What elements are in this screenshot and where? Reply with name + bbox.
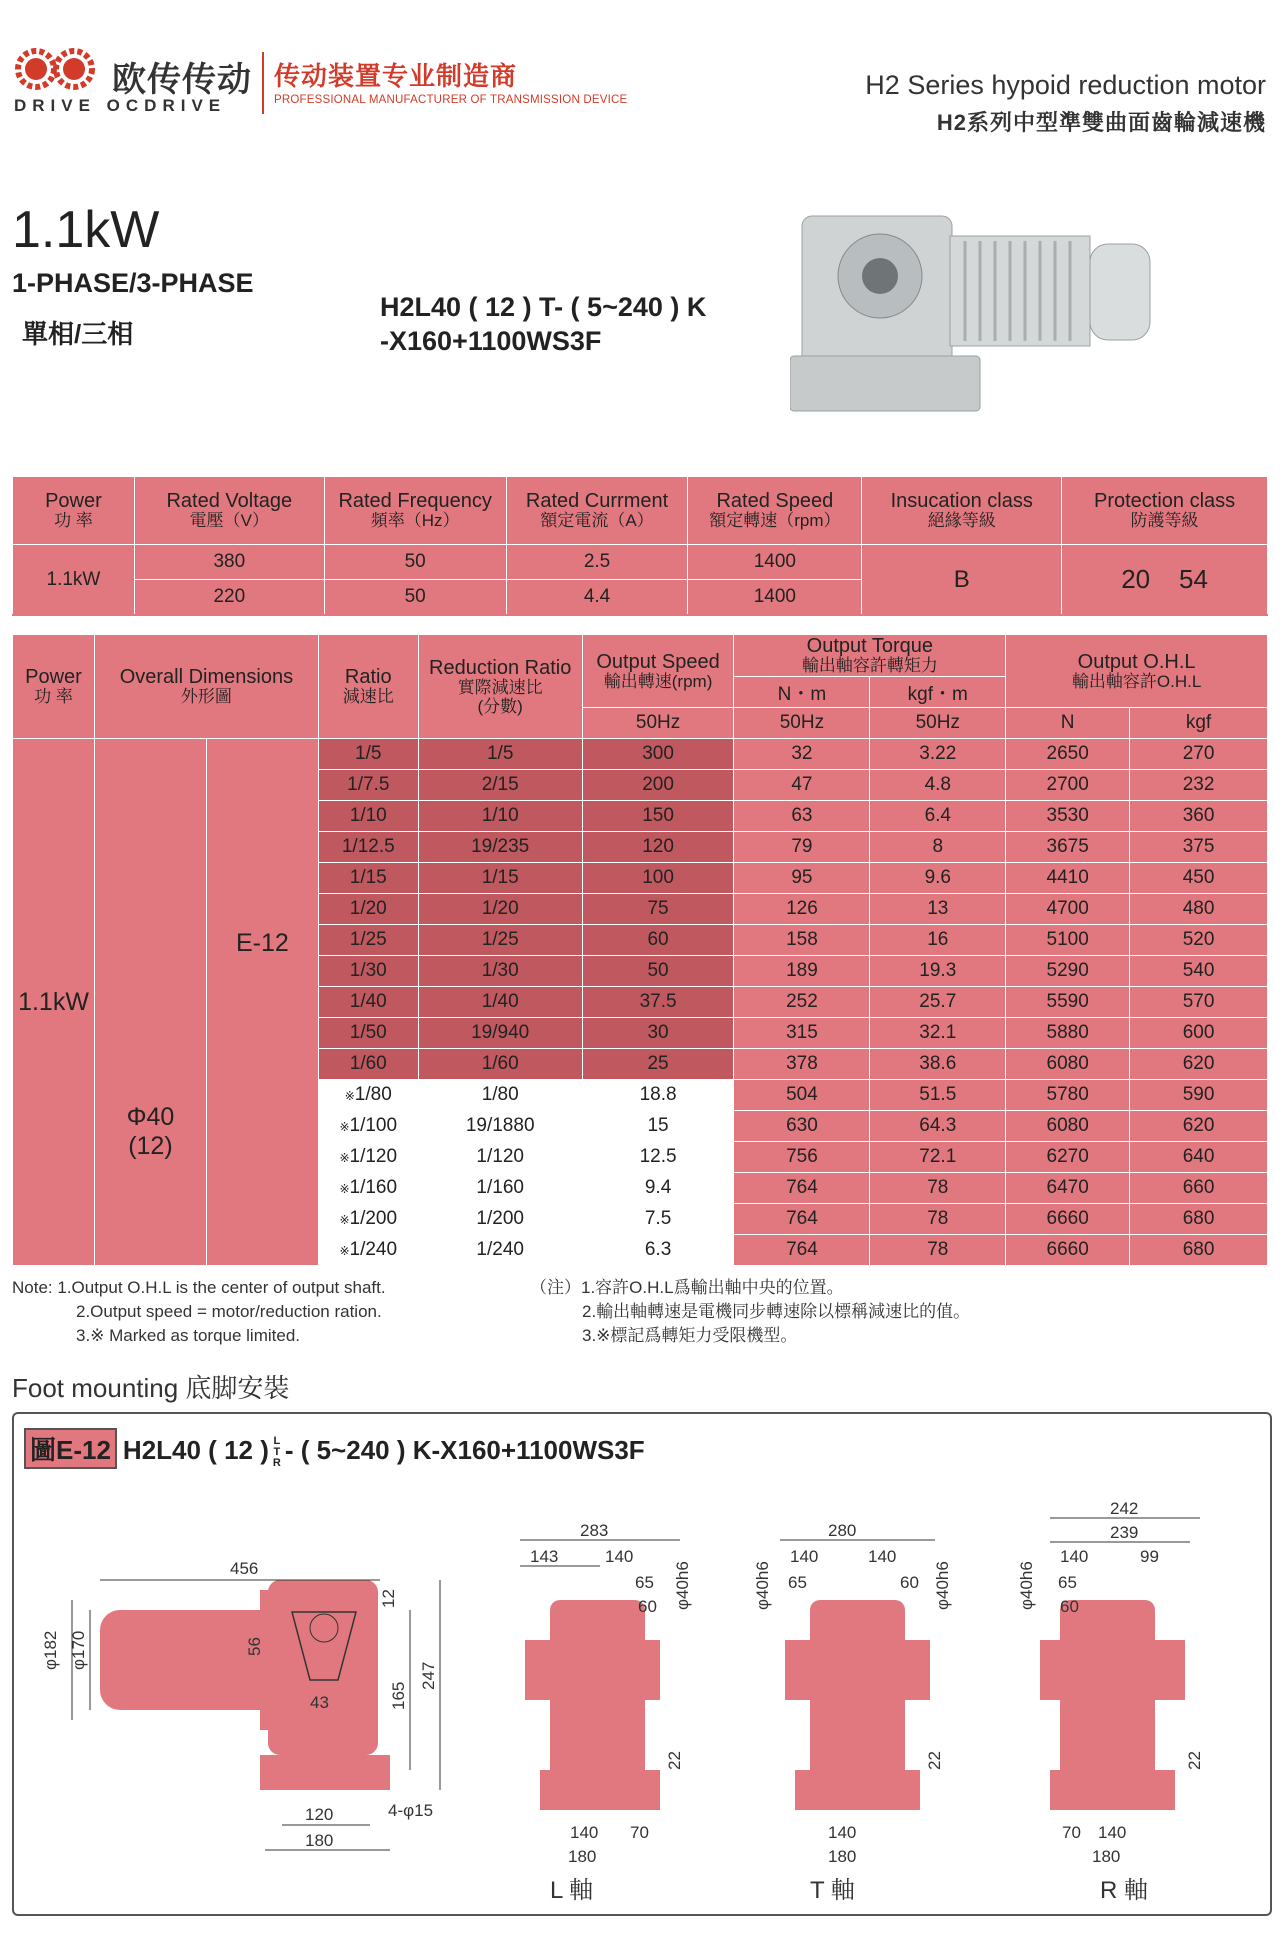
cell-speed: 37.5 — [582, 987, 734, 1018]
dimension-drawing — [20, 1470, 1260, 1906]
cell-ratio — [318, 1173, 418, 1204]
torque-limited-mark: ※ — [339, 1213, 350, 1227]
note-line: 2.輸出軸轉速是電機同步轉速除以標稱減速比的值。 — [582, 1302, 971, 1321]
dim-t280: 280 — [828, 1521, 857, 1540]
cell-torque-kgfm: 51.5 — [870, 1080, 1006, 1111]
model-code-line1: H2L40 ( 12 ) T- ( 5~240 ) K — [380, 292, 707, 322]
cell-ohl-n: 4700 — [1006, 894, 1130, 925]
spec-header-insulation: Insucation class 絕緣等級 — [862, 477, 1062, 545]
series-title-cn: H2系列中型準雙曲面齒輪減速機 — [936, 110, 1266, 135]
dim-r65: 65 — [1058, 1573, 1077, 1592]
cell-ohl-kgf: 680 — [1130, 1204, 1268, 1235]
torque-limited-mark: ※ — [339, 1120, 350, 1134]
cell-ratio: 1/25 — [318, 925, 418, 956]
ratio-value: 1/100 — [349, 1115, 398, 1136]
foot-mounting-title: Foot mounting 底脚安裝 — [12, 1373, 290, 1403]
dim-l22: 22 — [665, 1751, 684, 1770]
cell-torque-kgfm: 6.4 — [870, 801, 1006, 832]
cell-ohl-n: 6270 — [1006, 1142, 1130, 1173]
cell-torque-nm: 32 — [734, 739, 870, 770]
cell-torque-nm: 630 — [734, 1111, 870, 1142]
cell-torque-nm: 378 — [734, 1049, 870, 1080]
cell-speed: 7.5 — [582, 1204, 734, 1235]
gear-logo-icon — [14, 40, 110, 98]
cell-reduction: 1/20 — [418, 894, 582, 925]
cell-torque-nm: 504 — [734, 1080, 870, 1111]
shaft-size — [94, 739, 206, 1266]
cell-torque-kgfm: 8 — [870, 832, 1006, 863]
dim-h12: 12 — [379, 1589, 398, 1608]
dim-holes: 4-φ15 — [388, 1801, 434, 1820]
note-line: 3.※標記爲轉矩力受限機型。 — [582, 1326, 798, 1345]
unit-hz: 50Hz — [582, 708, 734, 739]
cell-torque-kgfm: 32.1 — [870, 1018, 1006, 1049]
figure-label — [24, 1428, 645, 1469]
cell-torque-nm: 764 — [734, 1204, 870, 1235]
cell-speed: 120 — [582, 832, 734, 863]
cell-ohl-kgf: 680 — [1130, 1235, 1268, 1266]
r-shaft-view — [1017, 1499, 1204, 1904]
dim-shaft: φ40h6 — [673, 1561, 692, 1610]
cell-speed: 18.8 — [582, 1080, 734, 1111]
torque-limited-mark: ※ — [339, 1151, 350, 1165]
cell-ratio: 1/30 — [318, 956, 418, 987]
dim-l60: 60 — [638, 1597, 657, 1616]
spec-speed: 1400 — [688, 545, 862, 580]
cell-ratio: 1/10 — [318, 801, 418, 832]
spec-frequency: 50 — [324, 545, 506, 580]
view-label-t: T 軸 — [810, 1877, 855, 1904]
dim-b180: 180 — [828, 1847, 857, 1866]
dim-b180: 180 — [305, 1831, 334, 1850]
torque-limited-mark: ※ — [339, 1244, 350, 1258]
unit-n: N — [1006, 708, 1130, 739]
cell-ohl-kgf: 450 — [1130, 863, 1268, 894]
cell-ohl-n: 5780 — [1006, 1080, 1130, 1111]
cell-torque-kgfm: 19.3 — [870, 956, 1006, 987]
note-line: 2.Output speed = motor/reduction ration. — [76, 1302, 382, 1321]
cell-reduction: 2/15 — [418, 770, 582, 801]
dim-d170: φ170 — [69, 1630, 88, 1670]
rated-spec-table — [12, 476, 1268, 615]
cell-ratio: 1/7.5 — [318, 770, 418, 801]
cell-torque-nm: 764 — [734, 1173, 870, 1204]
spec-header-speed: Rated Speed 額定轉速（rpm） — [688, 477, 862, 545]
unit-hz: 50Hz — [734, 708, 870, 739]
cell-ohl-n: 5290 — [1006, 956, 1130, 987]
spec-header-voltage: Rated Voltage 電壓（V） — [134, 477, 324, 545]
cell-torque-nm: 158 — [734, 925, 870, 956]
unit-kgfm: kgf・m — [870, 677, 1006, 708]
cell-reduction: 1/40 — [418, 987, 582, 1018]
cell-torque-nm: 252 — [734, 987, 870, 1018]
cell-ohl-kgf: 270 — [1130, 739, 1268, 770]
cell-torque-kgfm: 64.3 — [870, 1111, 1006, 1142]
torque-limited-mark: ※ — [344, 1089, 355, 1103]
ratio-value: 1/200 — [349, 1208, 398, 1229]
cell-reduction: 1/120 — [418, 1142, 582, 1173]
shaft-diameter: Φ40 — [126, 1103, 175, 1131]
cell-ohl-kgf: 620 — [1130, 1111, 1268, 1142]
unit-hz: 50Hz — [870, 708, 1006, 739]
cell-ratio: 1/50 — [318, 1018, 418, 1049]
cell-ohl-kgf: 232 — [1130, 770, 1268, 801]
cell-speed: 200 — [582, 770, 734, 801]
table-row — [13, 739, 1268, 770]
dim-t140: 140 — [828, 1823, 857, 1842]
spec-current: 4.4 — [506, 580, 688, 615]
cell-speed: 15 — [582, 1111, 734, 1142]
spec-header-current: Rated Currment 額定電流（A） — [506, 477, 688, 545]
cell-torque-nm: 764 — [734, 1235, 870, 1266]
side-view — [41, 1559, 440, 1850]
notes-en — [12, 1276, 386, 1348]
brand-name-cn: 欧传传动 — [112, 61, 252, 99]
power-rating: 1.1kW — [12, 201, 160, 259]
cell-torque-nm: 47 — [734, 770, 870, 801]
motor-photo-icon — [790, 196, 1170, 416]
spec-current: 2.5 — [506, 545, 688, 580]
dim-r239: 239 — [1110, 1523, 1139, 1542]
cell-reduction: 1/160 — [418, 1173, 582, 1204]
dim-l140: 140 — [570, 1823, 599, 1842]
dim-shaft: φ40h6 — [933, 1561, 952, 1610]
spec-header-frequency: Rated Frequency 頻率（Hz） — [324, 477, 506, 545]
dim-shaft: φ40h6 — [753, 1561, 772, 1610]
cell-ohl-kgf: 540 — [1130, 956, 1268, 987]
cell-ohl-n: 5100 — [1006, 925, 1130, 956]
brand-divider — [262, 52, 264, 114]
cell-torque-kgfm: 78 — [870, 1204, 1006, 1235]
main-header-torque: Output Torque 輸出軸容許轉矩力 — [734, 635, 1006, 677]
main-header-ohl: Output O.H.L 輸出軸容許O.H.L — [1006, 635, 1268, 708]
dim-r140: 140 — [1060, 1547, 1089, 1566]
cell-ratio: 1/20 — [318, 894, 418, 925]
cell-reduction: 1/5 — [418, 739, 582, 770]
cell-ohl-kgf: 620 — [1130, 1049, 1268, 1080]
view-label-l: L 軸 — [550, 1877, 594, 1904]
cell-torque-nm: 63 — [734, 801, 870, 832]
cell-torque-nm: 756 — [734, 1142, 870, 1173]
cell-torque-kgfm: 78 — [870, 1173, 1006, 1204]
note-line: （注）1.容許O.H.L爲輸出軸中央的位置。 — [530, 1278, 844, 1297]
cell-speed: 6.3 — [582, 1235, 734, 1266]
ratio-value: 1/240 — [349, 1239, 398, 1260]
cell-ohl-n: 3675 — [1006, 832, 1130, 863]
cell-ohl-kgf: 480 — [1130, 894, 1268, 925]
dim-r70: 70 — [1062, 1823, 1081, 1842]
figure-model-b: - ( 5~240 ) K-X160+1100WS3F — [284, 1435, 645, 1465]
cell-torque-kgfm: 25.7 — [870, 987, 1006, 1018]
main-header-power: Power 功 率 — [13, 635, 95, 739]
cell-torque-nm: 126 — [734, 894, 870, 925]
main-header-speed: Output Speed 輸出轉速(rpm) — [582, 635, 734, 708]
cell-reduction: 1/30 — [418, 956, 582, 987]
cell-ratio: 1/60 — [318, 1049, 418, 1080]
dim-l143: 143 — [530, 1547, 559, 1566]
cell-speed: 60 — [582, 925, 734, 956]
cell-reduction: 19/940 — [418, 1018, 582, 1049]
cell-reduction: 1/240 — [418, 1235, 582, 1266]
slogan-en: PROFESSIONAL MANUFACTURER OF TRANSMISSION DEVICE — [274, 94, 628, 106]
dim-r140: 140 — [1098, 1823, 1127, 1842]
cell-speed: 30 — [582, 1018, 734, 1049]
spec-protection: 20 54 — [1062, 545, 1268, 615]
cell-ratio: 1/40 — [318, 987, 418, 1018]
ratio-value: 1/80 — [354, 1084, 392, 1105]
cell-ohl-n: 6080 — [1006, 1049, 1130, 1080]
dim-t22: 22 — [925, 1751, 944, 1770]
cell-speed: 9.4 — [582, 1173, 734, 1204]
table-gap — [12, 614, 1268, 636]
cell-ratio — [318, 1142, 418, 1173]
cell-ohl-kgf: 640 — [1130, 1142, 1268, 1173]
cell-ohl-n: 5590 — [1006, 987, 1130, 1018]
dim-l283: 283 — [580, 1521, 609, 1540]
dims-code: E-12 — [206, 739, 318, 1266]
cell-torque-kgfm: 16 — [870, 925, 1006, 956]
cell-ohl-n: 6660 — [1006, 1204, 1130, 1235]
cell-ohl-kgf: 520 — [1130, 925, 1268, 956]
dim-r99: 99 — [1140, 1547, 1159, 1566]
cell-ratio: 1/5 — [318, 739, 418, 770]
cell-speed: 75 — [582, 894, 734, 925]
row-power: 1.1kW — [13, 739, 95, 1266]
dim-t140: 140 — [790, 1547, 819, 1566]
cell-ohl-n: 6080 — [1006, 1111, 1130, 1142]
main-header-dims: Overall Dimensions 外形圖 — [94, 635, 318, 739]
cell-speed: 100 — [582, 863, 734, 894]
spec-frequency: 50 — [324, 580, 506, 615]
notes-cn — [530, 1276, 970, 1348]
spec-speed: 1400 — [688, 580, 862, 615]
cell-ratio — [318, 1204, 418, 1235]
cell-ohl-n: 6660 — [1006, 1235, 1130, 1266]
dim-b120: 120 — [305, 1805, 334, 1824]
cell-ohl-n: 4410 — [1006, 863, 1130, 894]
cell-reduction: 19/1880 — [418, 1111, 582, 1142]
note-line: Note: 1.Output O.H.L is the center of output shaft. — [12, 1278, 386, 1297]
phase-cn: 單相/三相 — [22, 319, 134, 349]
spec-header-power: Power 功 率 — [13, 477, 135, 545]
view-label-r: R 軸 — [1100, 1877, 1148, 1904]
cell-ratio: 1/15 — [318, 863, 418, 894]
dim-length: 456 — [230, 1559, 259, 1578]
cell-torque-kgfm: 38.6 — [870, 1049, 1006, 1080]
spec-voltage: 220 — [134, 580, 324, 615]
cell-speed: 300 — [582, 739, 734, 770]
cell-reduction: 19/235 — [418, 832, 582, 863]
cell-reduction: 1/25 — [418, 925, 582, 956]
cell-ohl-kgf: 360 — [1130, 801, 1268, 832]
spec-voltage: 380 — [134, 545, 324, 580]
cell-torque-nm: 95 — [734, 863, 870, 894]
cell-reduction: 1/60 — [418, 1049, 582, 1080]
figure-model-a: H2L40 ( 12 ) — [122, 1435, 269, 1465]
dim-w43: 43 — [310, 1693, 329, 1712]
cell-torque-nm: 189 — [734, 956, 870, 987]
cell-ohl-kgf: 375 — [1130, 832, 1268, 863]
cell-ohl-n: 6470 — [1006, 1173, 1130, 1204]
dim-t65: 65 — [788, 1573, 807, 1592]
cell-torque-kgfm: 9.6 — [870, 863, 1006, 894]
cell-reduction: 1/80 — [418, 1080, 582, 1111]
cell-reduction: 1/10 — [418, 801, 582, 832]
dim-shaft: φ40h6 — [1017, 1561, 1036, 1610]
dim-h56: 56 — [245, 1637, 264, 1656]
cell-ohl-n: 2650 — [1006, 739, 1130, 770]
dim-l140: 140 — [605, 1547, 634, 1566]
figure-lt-r: L T R — [272, 1434, 281, 1469]
cell-ohl-kgf: 570 — [1130, 987, 1268, 1018]
unit-nm: N・m — [734, 677, 870, 708]
ratio-value: 1/120 — [349, 1146, 398, 1167]
cell-ratio: 1/12.5 — [318, 832, 418, 863]
cell-torque-nm: 315 — [734, 1018, 870, 1049]
cell-ohl-kgf: 600 — [1130, 1018, 1268, 1049]
dim-l65: 65 — [635, 1573, 654, 1592]
spec-header-protection: Protection class 防護等級 — [1062, 477, 1268, 545]
ratio-value: 1/160 — [349, 1177, 398, 1198]
brand-name-en: DRIVE OCDRIVE — [14, 96, 227, 115]
torque-limited-mark: ※ — [339, 1182, 350, 1196]
note-line: 3.※ Marked as torque limited. — [76, 1326, 301, 1345]
l-shaft-view — [520, 1521, 692, 1904]
cell-speed: 12.5 — [582, 1142, 734, 1173]
cell-torque-kgfm: 4.8 — [870, 770, 1006, 801]
dim-h247: 247 — [419, 1661, 438, 1690]
cell-ratio — [318, 1235, 418, 1266]
spec-power-value: 1.1kW — [13, 545, 135, 615]
cell-ohl-n: 3530 — [1006, 801, 1130, 832]
cell-reduction: 1/15 — [418, 863, 582, 894]
shaft-sub: (12) — [128, 1132, 173, 1160]
dim-l70: 70 — [630, 1823, 649, 1842]
cell-ohl-n: 2700 — [1006, 770, 1130, 801]
slogan-cn: 传动装置专业制造商 — [274, 61, 518, 91]
main-header-ratio: Ratio 減速比 — [318, 635, 418, 739]
dim-r22: 22 — [1185, 1751, 1204, 1770]
model-code-line2: -X160+1100WS3F — [380, 326, 602, 356]
dim-d182: φ182 — [41, 1630, 60, 1670]
figure-tag: 圖E-12 — [24, 1428, 117, 1469]
phase-en: 1-PHASE/3-PHASE — [12, 268, 254, 298]
cell-ohl-n: 5880 — [1006, 1018, 1130, 1049]
unit-kgf: kgf — [1130, 708, 1268, 739]
series-title-en: H2 Series hypoid reduction motor — [865, 70, 1266, 100]
ratio-performance-table — [12, 634, 1268, 1266]
cell-ohl-kgf: 660 — [1130, 1173, 1268, 1204]
t-shaft-view — [753, 1521, 952, 1904]
spec-insulation: B — [862, 545, 1062, 615]
cell-torque-kgfm: 13 — [870, 894, 1006, 925]
cell-speed: 150 — [582, 801, 734, 832]
dim-r60: 60 — [1060, 1597, 1079, 1616]
main-header-reduction: Reduction Ratio 實際減速比 (分數) — [418, 635, 582, 739]
cell-ohl-kgf: 590 — [1130, 1080, 1268, 1111]
dim-t60: 60 — [900, 1573, 919, 1592]
dim-t140: 140 — [868, 1547, 897, 1566]
dim-b180: 180 — [568, 1847, 597, 1866]
cell-torque-kgfm: 72.1 — [870, 1142, 1006, 1173]
cell-torque-kgfm: 78 — [870, 1235, 1006, 1266]
cell-speed: 50 — [582, 956, 734, 987]
dim-r242: 242 — [1110, 1499, 1139, 1518]
dim-b180: 180 — [1092, 1847, 1121, 1866]
cell-torque-nm: 79 — [734, 832, 870, 863]
cell-speed: 25 — [582, 1049, 734, 1080]
cell-ratio — [318, 1080, 418, 1111]
dim-h165: 165 — [389, 1681, 408, 1710]
cell-ratio — [318, 1111, 418, 1142]
cell-reduction: 1/200 — [418, 1204, 582, 1235]
cell-torque-kgfm: 3.22 — [870, 739, 1006, 770]
